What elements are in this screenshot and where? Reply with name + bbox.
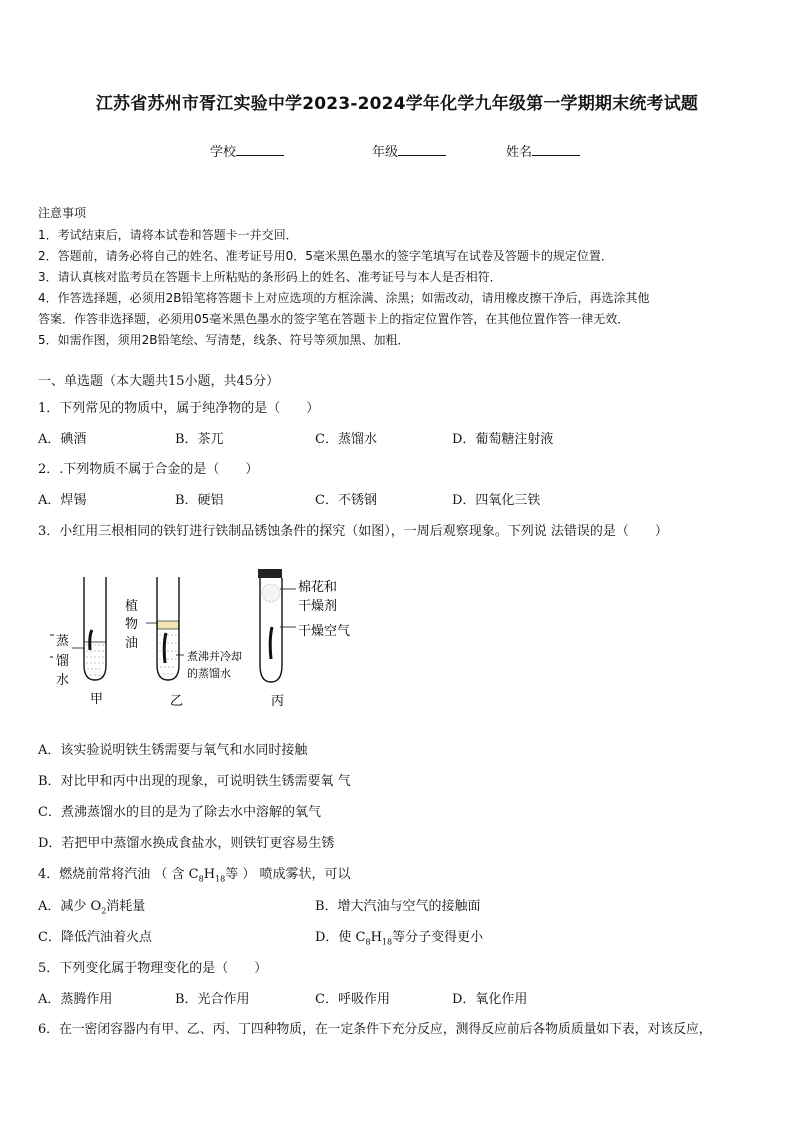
question-3-stem: 3．小红用三根相同的铁钉进行铁制品锈蚀条件的探究（如图），一周后观察现象。下列说 法错误的是（ ） (38, 524, 668, 539)
rubber-stopper (258, 569, 282, 578)
q4-option-a[interactable] (38, 895, 145, 916)
label-cotton-1: 棉花和 (298, 580, 338, 595)
notice-item: 答案．作答非选择题，必须用05毫米黑色墨水的签字笔在答题卡上的指定位置作答，在其他位置作答一律无效． (38, 312, 630, 326)
q3-option-c[interactable]: C．煮沸蒸馏水的目的是为了除去水中溶解的氧气 (38, 805, 321, 820)
iron-nail-b (164, 633, 166, 663)
q2-option-a[interactable]: A．焊锡 (38, 493, 87, 508)
q4-opt-d-sub2: 18 (381, 937, 393, 947)
oil-layer (158, 621, 179, 629)
q5-option-d[interactable]: D．氧化作用 (452, 992, 528, 1007)
q4-option-d[interactable] (315, 926, 483, 947)
q3-option-d[interactable]: D．若把甲中蒸馏水换成食盐水，则铁钉更容易生锈 (38, 836, 335, 851)
name-label: 姓名 (506, 145, 533, 160)
q3-option-a[interactable]: A．该实验说明铁生锈需要与氧气和水同时接触 (38, 743, 308, 758)
q1-option-c[interactable]: C．蒸馏水 (315, 432, 377, 447)
label-water-2: 馏 (56, 654, 70, 669)
tube-label-c: 丙 (271, 694, 285, 709)
q2-option-d[interactable]: D．四氧化三铁 (452, 493, 541, 508)
q4-stem-sub2: 18 (215, 874, 226, 884)
question-2-stem: 2．.下列物质不属于合金的是（ ） (38, 462, 259, 477)
school-blank[interactable] (236, 143, 284, 156)
grade-blank[interactable] (398, 143, 446, 156)
label-water-1: 蒸 (56, 634, 70, 649)
label-oil-2: 物 (125, 617, 139, 632)
label-oil-1: 植 (125, 599, 139, 614)
q4-stem-post: 等 ） 喷成雾状，可以 (225, 867, 351, 882)
q4-opt-d-mid: H (370, 930, 382, 945)
grade-label: 年级 (372, 145, 399, 160)
label-oil-3: 油 (125, 636, 139, 651)
label-boiled-water-1: 煮沸并冷却 (187, 650, 242, 663)
q5-option-a[interactable]: A．蒸腾作用 (38, 992, 113, 1007)
school-field[interactable] (210, 141, 284, 160)
test-tube-b (157, 577, 179, 680)
q4-opt-d-sub1: 8 (365, 937, 371, 947)
q2-option-b[interactable]: B．硬铝 (175, 493, 224, 508)
q2-option-c[interactable]: C．不锈钢 (315, 493, 377, 508)
q4-option-c[interactable]: C．降低汽油着火点 (38, 930, 152, 945)
exam-title: 江苏省苏州市胥江实验中学2023-2024学年化学九年级第一学期期末统考试题 (95, 94, 699, 114)
iron-nail-a (90, 630, 92, 650)
q5-option-c[interactable]: C．呼吸作用 (315, 992, 390, 1007)
rusting-experiment-figure (50, 565, 380, 715)
q4-option-b[interactable]: B．增大汽油与空气的接触面 (315, 899, 481, 914)
name-field[interactable] (506, 141, 580, 160)
cotton-desiccant (262, 584, 280, 602)
notice-item: 4．作答选择题，必须用2B铅笔将答题卡上对应选项的方框涂满、涂黑；如需改动，请用橡皮擦干净后，再选涂其他 (38, 291, 650, 305)
q1-option-a[interactable]: A．碘酒 (38, 432, 87, 447)
notice-item: 5．如需作图，须用2B铅笔绘、写清楚，线条、符号等须加黑、加粗． (38, 333, 410, 347)
q5-option-b[interactable]: B．光合作用 (175, 992, 250, 1007)
tube-label-a: 甲 (90, 692, 104, 707)
tube-label-b: 乙 (170, 694, 184, 709)
school-label: 学校 (210, 145, 237, 160)
section-heading: 一、单选题（本大题共15小题，共45分） (38, 374, 280, 389)
q4-stem-mid: H (203, 867, 216, 882)
q4-opt-d-pre: D．使 C (315, 930, 366, 945)
test-tube-a (84, 577, 106, 680)
q1-option-b[interactable]: B．茶兀 (175, 432, 224, 447)
q4-stem-sub1: 8 (198, 874, 204, 884)
q3-option-b[interactable]: B．对比甲和丙中出现的现象，可说明铁生锈需要氧 气 (38, 774, 351, 789)
notice-item: 2．答题前，请务必将自己的姓名、准考证号用0．5毫米黑色墨水的签字笔填写在试卷及答题卡的规定位置． (38, 249, 613, 263)
name-blank[interactable] (532, 143, 580, 156)
q4-opt-a-pre: A．减少 O (38, 899, 102, 914)
grade-field[interactable] (372, 141, 446, 160)
q4-stem-pre: 4．燃烧前常将汽油 （ 含 C (38, 867, 199, 882)
q4-opt-d-post: 等分子变得更小 (392, 930, 484, 945)
label-water-3: 水 (56, 673, 70, 688)
label-dry-air: 干燥空气 (298, 624, 351, 639)
iron-nail-c (270, 627, 272, 659)
label-cotton-2: 干燥剂 (298, 599, 338, 614)
label-boiled-water-2: 的蒸馏水 (187, 667, 231, 680)
test-tube-c (258, 569, 282, 682)
notice-item: 3．请认真核对监考员在答题卡上所粘贴的条形码上的姓名、准考证号与本人是否相符． (38, 270, 502, 284)
q1-option-d[interactable]: D．葡萄糖注射液 (452, 432, 554, 447)
question-4-stem (38, 863, 351, 884)
notice-item: 1．考试结束后，请将本试卷和答题卡一并交回． (38, 228, 298, 242)
question-6-stem: 6．在一密闭容器内有甲、乙、丙、丁四种物质，在一定条件下充分反应，测得反应前后各物质质量如下表，对该反应， (38, 1022, 712, 1037)
q4-opt-a-sub: 2 (101, 906, 107, 916)
question-5-stem: 5．下列变化属于物理变化的是（ ） (38, 961, 268, 976)
notice-heading: 注意事项 (38, 206, 87, 220)
question-1-stem: 1．下列常见的物质中，属于纯净物的是（ ） (38, 401, 320, 416)
q4-opt-a-post: 消耗量 (106, 899, 146, 914)
